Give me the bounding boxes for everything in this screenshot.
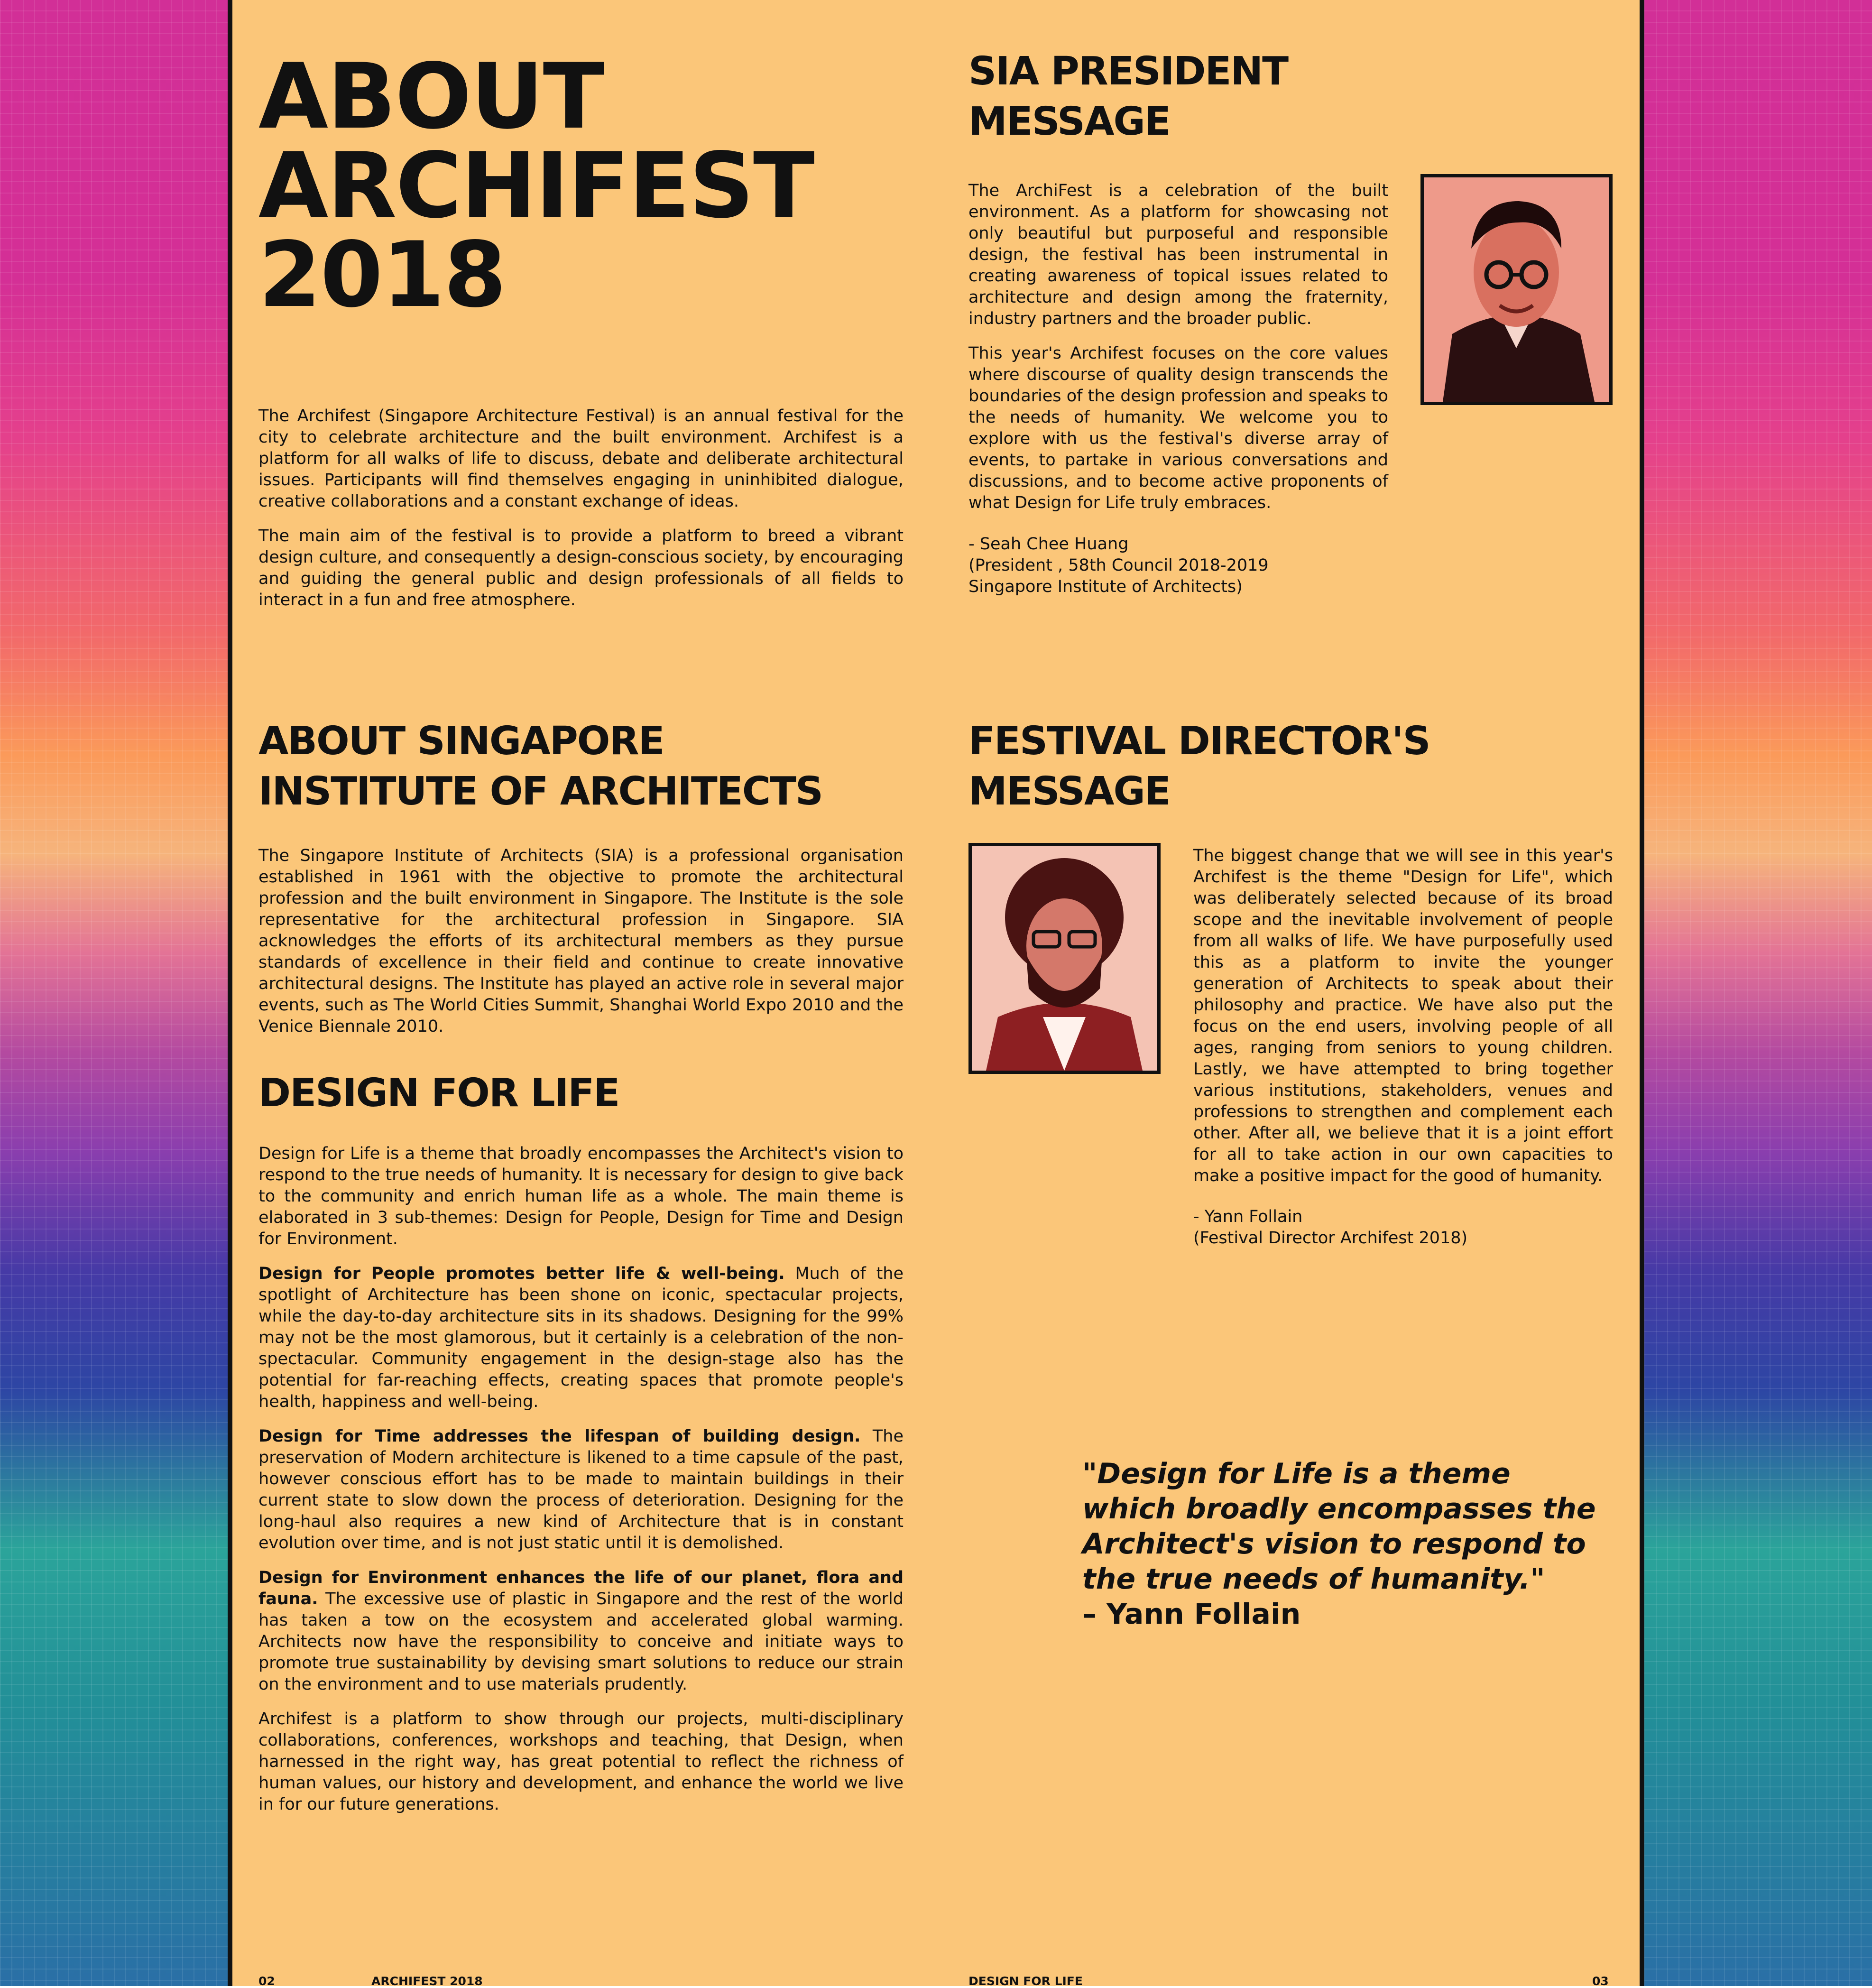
president-signoff: - Seah Chee Huang (President , 58th Council 2018-2019 Singapore Institute of Architects) <box>968 535 1269 596</box>
president-photo <box>1420 174 1613 405</box>
right-page-number: 03 <box>1592 1974 1609 1988</box>
dfl-people-lead: Design for People promotes better life & well-being. <box>258 1264 785 1283</box>
president-heading: SIA PRESIDENT MESSAGE <box>968 49 1288 144</box>
director-paragraph: The biggest change that we will see in this year's Archifest is the theme "Design for Life", which was deliberately selected because of its broad scope and the inevitable involvement of people from all walks of life. We have purposefully used this as a platform to invite the younger generation of Architects to speak about their philosophy and practice. We have also put the focus on the end users, involving people of all ages, ranging from seniors to young children. Lastly, we have attempted to bring together various institutions, stakeholders, venues and professions to strengthen and complement each other. After all, we believe that it is a joint effort for all to take action in our own capacities to make a positive impact for the good of humanity. <box>1193 846 1613 1185</box>
dfl-env-lead: Design for Environment enhances the life of our planet, flora and fauna. <box>258 1568 904 1609</box>
dfl-closing: Archifest is a platform to show through our projects, multi-disciplinary collaborations, conferences, workshops and teaching, that Design, when harnessed in the right way, has great potential to reflect the richness of human values, our history and development, and enhance the world we live in for our future generations. <box>258 1710 904 1814</box>
pull-quote-text: "Design for Life is a theme which broadly encompasses the Architect's vision to respond to the true needs of humanity." <box>1082 1457 1596 1596</box>
design-for-life-text <box>258 1143 904 1829</box>
director-photo <box>968 843 1161 1074</box>
dfl-time-body: The preservation of Modern architecture is likened to a time capsule of the past, however conscious effort has to be made to maintain buildings in their current state to slow down the process of deterioration. Designing for the long-haul also requires a new kind of Architecture that is in constant evolution over time, and is not just static until it is demolished. <box>258 1427 904 1553</box>
pixel-art-left-panel <box>0 0 228 1986</box>
about-archifest-text <box>258 406 904 624</box>
page-title: ABOUT ARCHIFEST 2018 <box>258 44 814 327</box>
director-text <box>1193 845 1613 1200</box>
president-paragraph-1: The ArchiFest is a celebration of the built environment. As a platform for showcasing not only beautiful but purposeful and responsible design, the festival has been instrumental in creating awareness of topical issues related to architecture and design among the fraternity, industry partners and the broader public. <box>968 181 1388 328</box>
sia-text <box>258 845 904 1051</box>
portrait-man-curly-hair-icon <box>972 846 1157 1071</box>
dfl-intro: Design for Life is a theme that broadly encompasses the Architect's vision to respond to the true needs of humanity. It is necessary for design to give back to the community and enrich human life as a whole. The main theme is elaborated in 3 sub-themes: Design for People, Design for Time and Design for Environment. <box>258 1144 904 1248</box>
dfl-people <box>258 1263 904 1413</box>
president-text <box>968 180 1388 527</box>
sia-heading: ABOUT SINGAPORE INSTITUTE OF ARCHITECTS <box>258 719 822 814</box>
sia-paragraph: The Singapore Institute of Architects (SIA) is a professional organisation established in 1961 with the objective to promote the architectural profession and the built environment in Singapore. The Institute is the sole representative for the architectural profession in Singapore. SIA acknowledges the efforts of its architectural members as they pursue standards of excellence in their field and continue to create innovative architectural designs. The Institute has played an active role in several major events, such as The World Cities Summit, Shanghai World Expo 2010 and the Venice Biennale 2010. <box>258 846 904 1036</box>
dfl-env-body: The excessive use of plastic in Singapore and the rest of the world has taken a tow on the ecosystem and accelerated global warming. Architects now have the responsibility to conceive and initiate ways to promote true sustainability by devising smart solutions to reduce our strain on the environment and to use materials prudently. <box>258 1590 904 1694</box>
left-running-title: ARCHIFEST 2018 <box>371 1974 483 1988</box>
dfl-environment <box>258 1567 904 1695</box>
pull-quote <box>1082 1456 1604 1632</box>
pull-quote-author: – Yann Follain <box>1082 1598 1301 1631</box>
president-paragraph-2: This year's Archifest focuses on the core values where discourse of quality design transcends the boundaries of the design profession and speaks to the needs of humanity. We welcome you to explore with us the festival's diverse array of events, to partake in various conversations and discussions, and to become active proponents of what Design for Life truly embraces. <box>968 344 1388 512</box>
dfl-time <box>258 1426 904 1554</box>
right-running-title: DESIGN FOR LIFE <box>968 1974 1083 1988</box>
dfl-time-lead: Design for Time addresses the lifespan of building design. <box>258 1427 861 1446</box>
pixel-art-right-panel <box>1644 0 1872 1986</box>
about-paragraph-2: The main aim of the festival is to provide a platform to breed a vibrant design culture, and consequently a design-conscious society, by encouraging and guiding the general public and design professionals of all fields to interact in a fun and free atmosphere. <box>258 527 904 610</box>
director-heading: FESTIVAL DIRECTOR'S MESSAGE <box>968 719 1430 814</box>
about-paragraph-1: The Archifest (Singapore Architecture Festival) is an annual festival for the city to celebrate architecture and the built environment. Archifest is a platform for all walks of life to discuss, debate and deliberate architectural issues. Participants will find themselves engaging in uninhibited dialogue, creative collaborations and a constant exchange of ideas. <box>258 407 904 511</box>
left-page-number: 02 <box>258 1974 275 1988</box>
dfl-people-body: Much of the spotlight of Architecture has been shone on iconic, spectacular projects, while the day-to-day architecture sits in its shadows. Designing for the 99% may not be the most glamorous, but it certainly is a celebration of the non-spectacular. Community engagement in the design-stage also has the potential for far-reaching effects, creating spaces that promote people's health, happiness and well-being. <box>258 1264 904 1411</box>
portrait-man-glasses-icon <box>1424 177 1609 402</box>
design-for-life-heading: DESIGN FOR LIFE <box>258 1071 619 1116</box>
director-signoff: - Yann Follain (Festival Director Archifest 2018) <box>1193 1207 1468 1248</box>
